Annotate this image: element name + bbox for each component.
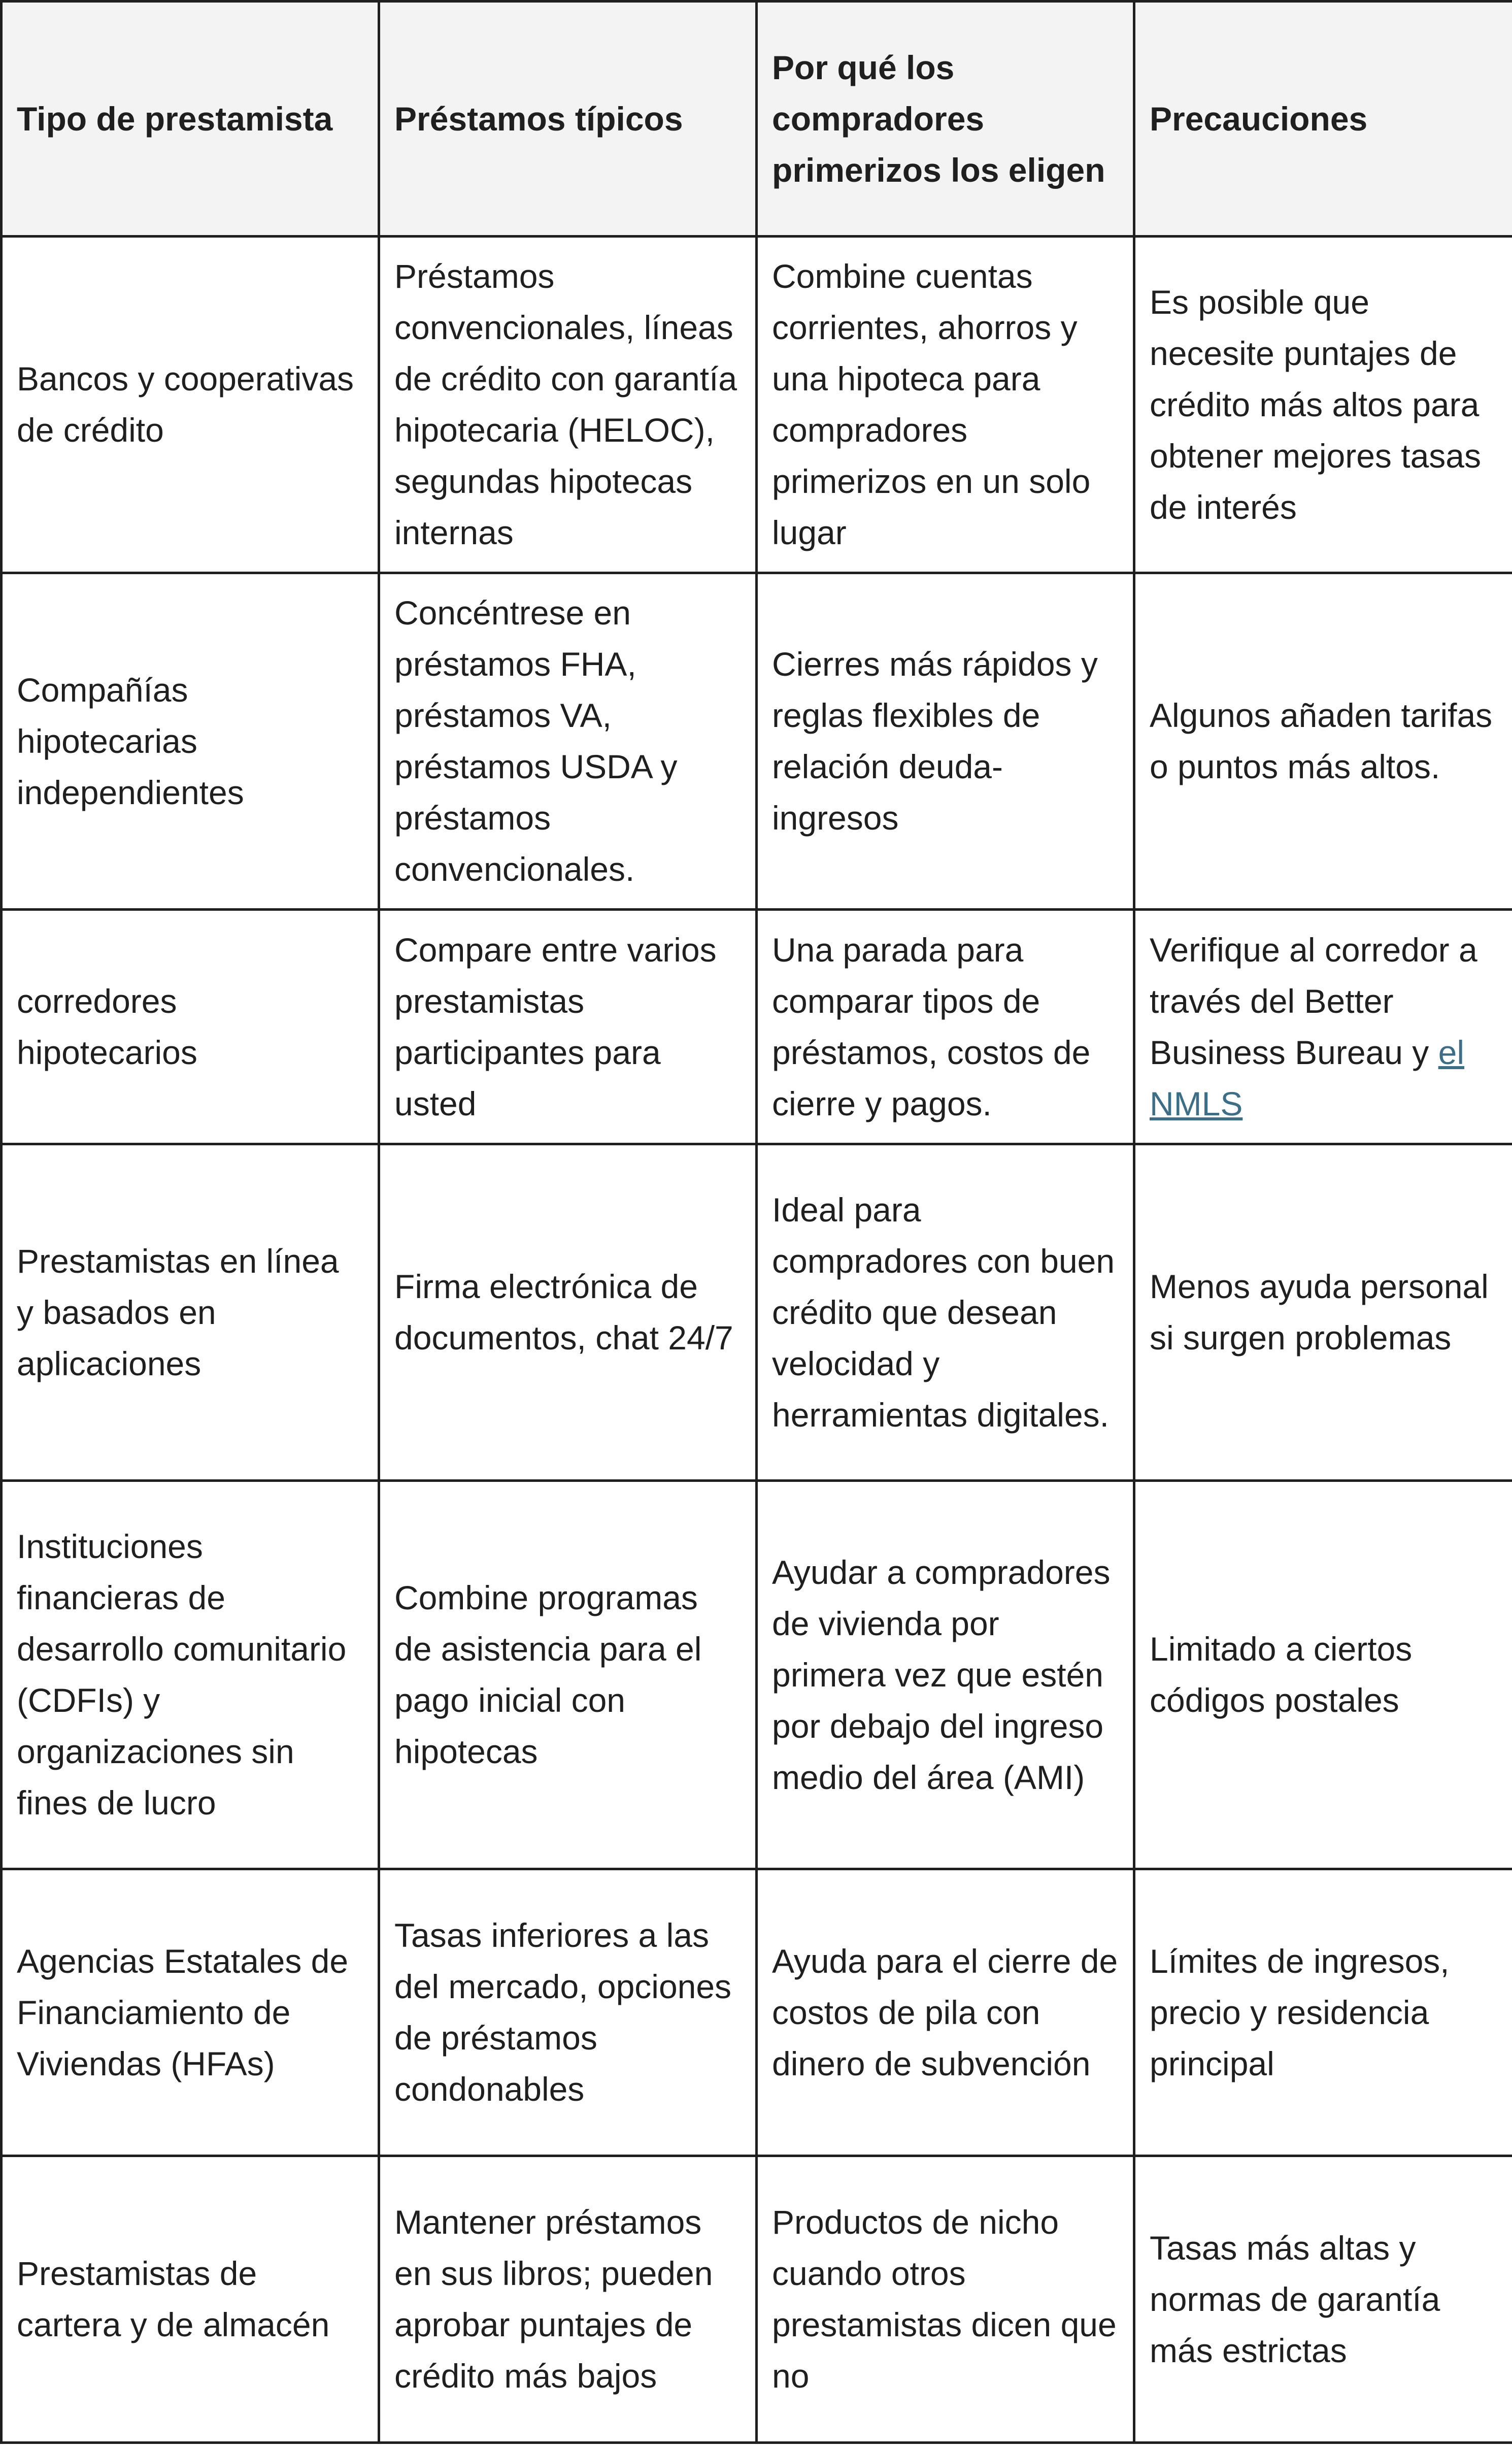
cell-lender-type: Compañías hipotecarias independientes <box>2 573 379 910</box>
table-row <box>2 1869 1512 2156</box>
cell-typical-loans: Mantener préstamos en sus libros; pueden aprobar puntajes de crédito más bajos <box>379 2156 757 2443</box>
table-row <box>2 237 1512 573</box>
table-row <box>2 1144 1512 1481</box>
header-lender-type: Tipo de prestamista <box>2 2 379 237</box>
cell-cautions: Límites de ingresos, precio y residencia principal <box>1134 1869 1512 2156</box>
cell-cautions <box>1134 910 1512 1144</box>
cell-cautions: Tasas más altas y normas de garantía más estrictas <box>1134 2156 1512 2443</box>
table-row <box>2 910 1512 1144</box>
table-row <box>2 1481 1512 1869</box>
cell-lender-type: Bancos y cooperativas de crédito <box>2 237 379 573</box>
cell-why-choose: Ayuda para el cierre de costos de pila con dinero de subvención <box>757 1869 1134 2156</box>
cell-why-choose: Combine cuentas corrientes, ahorros y una hipoteca para compradores primerizos en un solo lugar <box>757 237 1134 573</box>
cell-typical-loans: Préstamos convencionales, líneas de crédito con garantía hipotecaria (HELOC), segundas hipotecas internas <box>379 237 757 573</box>
nmls-link[interactable]: el NMLS <box>1150 1033 1465 1122</box>
cell-why-choose: Ideal para compradores con buen crédito que desean velocidad y herramientas digitales. <box>757 1144 1134 1481</box>
cell-lender-type: Prestamistas de cartera y de almacén <box>2 2156 379 2443</box>
cell-typical-loans: Combine programas de asistencia para el pago inicial con hipotecas <box>379 1481 757 1869</box>
cell-why-choose: Una parada para comparar tipos de préstamos, costos de cierre y pagos. <box>757 910 1134 1144</box>
cell-why-choose: Cierres más rápidos y reglas flexibles de relación deuda-ingresos <box>757 573 1134 910</box>
cell-lender-type: Agencias Estatales de Financiamiento de Viviendas (HFAs) <box>2 1869 379 2156</box>
cell-typical-loans: Tasas inferiores a las del mercado, opciones de préstamos condonables <box>379 1869 757 2156</box>
table-header-row <box>2 2 1512 237</box>
cell-typical-loans: Concéntrese en préstamos FHA, préstamos VA, préstamos USDA y préstamos convencionales. <box>379 573 757 910</box>
cautions-text: Verifique al corredor a través del Better Business Bureau y <box>1150 931 1477 1071</box>
cell-why-choose: Ayudar a compradores de vivienda por primera vez que estén por debajo del ingreso medio del área (AMI) <box>757 1481 1134 1869</box>
cell-lender-type: Instituciones financieras de desarrollo comunitario (CDFIs) y organizaciones sin fines de lucro <box>2 1481 379 1869</box>
header-why-choose: Por qué los compradores primerizos los eligen <box>757 2 1134 237</box>
cell-typical-loans: Compare entre varios prestamistas participantes para usted <box>379 910 757 1144</box>
header-cautions: Precauciones <box>1134 2 1512 237</box>
cell-cautions: Algunos añaden tarifas o puntos más altos. <box>1134 573 1512 910</box>
cell-why-choose: Productos de nicho cuando otros prestamistas dicen que no <box>757 2156 1134 2443</box>
cell-cautions: Es posible que necesite puntajes de crédito más altos para obtener mejores tasas de interés <box>1134 237 1512 573</box>
cell-cautions: Limitado a ciertos códigos postales <box>1134 1481 1512 1869</box>
cell-lender-type: corredores hipotecarios <box>2 910 379 1144</box>
cell-typical-loans: Firma electrónica de documentos, chat 24/7 <box>379 1144 757 1481</box>
cell-cautions: Menos ayuda personal si surgen problemas <box>1134 1144 1512 1481</box>
table-row <box>2 573 1512 910</box>
header-typical-loans: Préstamos típicos <box>379 2 757 237</box>
cell-lender-type: Prestamistas en línea y basados en aplicaciones <box>2 1144 379 1481</box>
table-row <box>2 2156 1512 2443</box>
